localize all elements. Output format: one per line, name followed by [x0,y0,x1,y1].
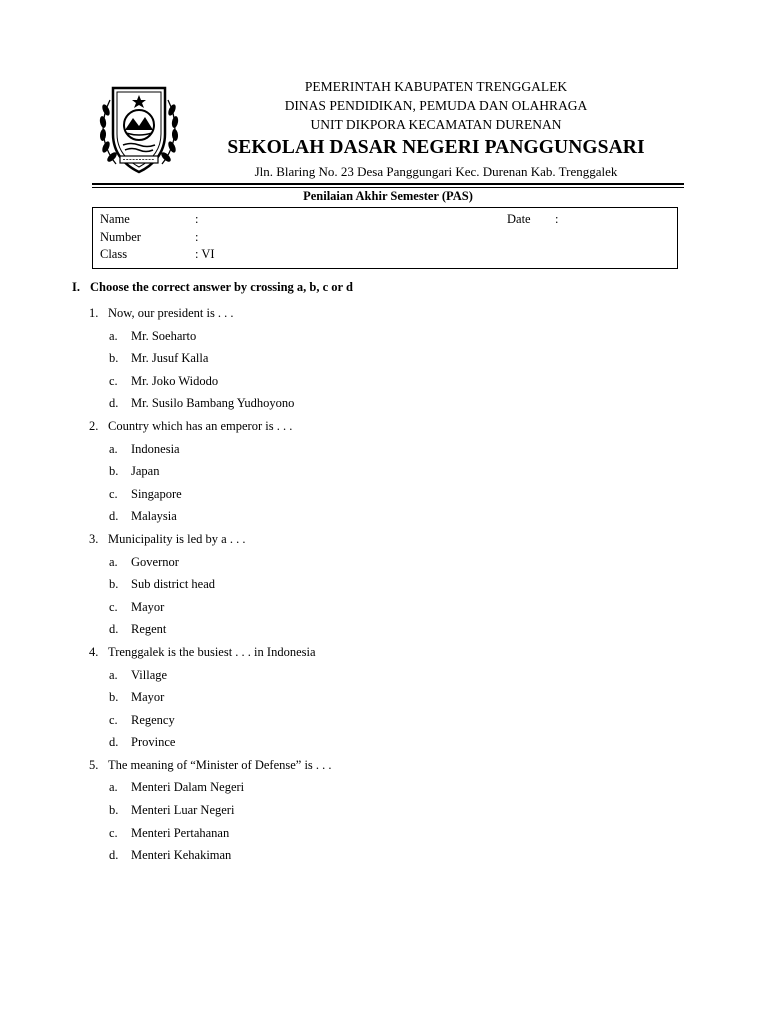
number-row [100,230,198,245]
option-text: Mr. Joko Widodo [131,373,219,388]
header-divider-thin [92,187,684,188]
option-2d [89,505,689,528]
option-5b [89,799,689,822]
option-letter: d. [109,848,119,863]
option-text: Governor [131,554,179,569]
option-letter: c. [109,825,118,840]
name-row [100,212,198,227]
option-3b [89,573,689,596]
header-agency-line: DINAS PENDIDIKAN, PEMUDA DAN OLAHRAGA [284,98,588,113]
option-letter: c. [109,486,118,501]
option-text: Mr. Soeharto [131,328,197,343]
option-letter: d. [109,509,119,524]
number-label: Number [100,230,141,244]
option-text: Province [131,735,176,750]
option-letter: d. [109,396,119,411]
option-4b [89,686,689,709]
option-2c [89,483,689,506]
option-text: Malaysia [131,509,177,524]
option-letter: b. [109,577,119,592]
option-text: Mr. Susilo Bambang Yudhoyono [131,396,295,411]
date-label: Date [507,212,531,226]
option-letter: a. [109,780,118,795]
option-5a [89,776,689,799]
option-text: Mr. Jusuf Kalla [131,351,209,366]
option-5c [89,822,689,845]
header-unit-line: UNIT DIKPORA KECAMATAN DURENAN [310,117,562,132]
option-letter: b. [109,690,119,705]
option-text: Village [131,667,168,682]
question-number: 4. [89,644,99,659]
option-1c [89,370,689,393]
question-number: 3. [89,531,99,546]
section-heading [72,280,353,295]
option-text: Menteri Dalam Negeri [131,780,245,795]
option-text: Japan [131,464,160,479]
option-letter: c. [109,599,118,614]
class-row [100,247,215,262]
school-name: SEKOLAH DASAR NEGERI PANGGUNGSARI [227,137,645,158]
student-identity-box [92,207,678,269]
option-text: Regent [131,622,167,637]
question-text: Country which has an emperor is . . . [108,418,293,433]
option-3d [89,618,689,641]
question-text: Municipality is led by a . . . [108,531,246,546]
question-3 [89,528,689,551]
school-address: Jln. Blaring No. 23 Desa Panggungari Kec. Durenan Kab. Trenggalek [254,164,618,179]
date-row [507,212,558,227]
option-text: Indonesia [131,441,180,456]
question-list [89,302,689,867]
question-number: 5. [89,757,99,772]
option-letter: c. [109,373,118,388]
question-4 [89,641,689,664]
question-text: Trenggalek is the busiest . . . in Indonesia [108,644,316,659]
regency-emblem-icon [96,80,182,178]
name-value: : [195,212,199,226]
option-text: Menteri Pertahanan [131,825,230,840]
question-2 [89,415,689,438]
option-1a [89,325,689,348]
option-2b [89,460,689,483]
question-text: Now, our president is . . . [108,306,234,320]
section-numeral: I. [72,280,80,294]
option-text: Regency [131,712,175,727]
question-number: 2. [89,418,99,433]
class-value: : VI [195,247,215,261]
option-letter: a. [109,667,118,682]
option-letter: a. [109,554,118,569]
header-divider-thick [92,183,684,185]
name-label: Name [100,212,130,226]
number-value: : [195,230,199,244]
option-3a [89,551,689,574]
option-text: Menteri Kehakiman [131,848,232,863]
option-text: Menteri Luar Negeri [131,803,235,818]
class-label: Class [100,247,128,261]
option-text: Singapore [131,486,182,501]
option-letter: b. [109,803,119,818]
option-letter: d. [109,622,119,637]
option-letter: b. [109,464,119,479]
option-letter: d. [109,735,119,750]
question-text: The meaning of “Minister of Defense” is . . . [108,757,332,772]
date-value: : [555,212,559,226]
question-number: 1. [89,306,99,320]
option-4c [89,709,689,732]
question-1 [89,302,689,325]
option-letter: b. [109,351,119,366]
header-government-line: PEMERINTAH KABUPATEN TRENGGALEK [304,79,568,94]
option-text: Sub district head [131,577,216,592]
option-4a [89,664,689,687]
option-text: Mayor [131,690,165,705]
exam-title: Penilaian Akhir Semester (PAS) [303,189,473,203]
option-3c [89,596,689,619]
option-5d [89,844,689,867]
option-1d [89,392,689,415]
option-text: Mayor [131,599,165,614]
option-1b [89,347,689,370]
option-4d [89,731,689,754]
option-letter: a. [109,441,118,456]
section-instruction: Choose the correct answer by crossing a, b, c or d [90,280,353,294]
option-letter: a. [109,328,118,343]
option-letter: c. [109,712,118,727]
question-5 [89,754,689,777]
option-2a [89,438,689,461]
